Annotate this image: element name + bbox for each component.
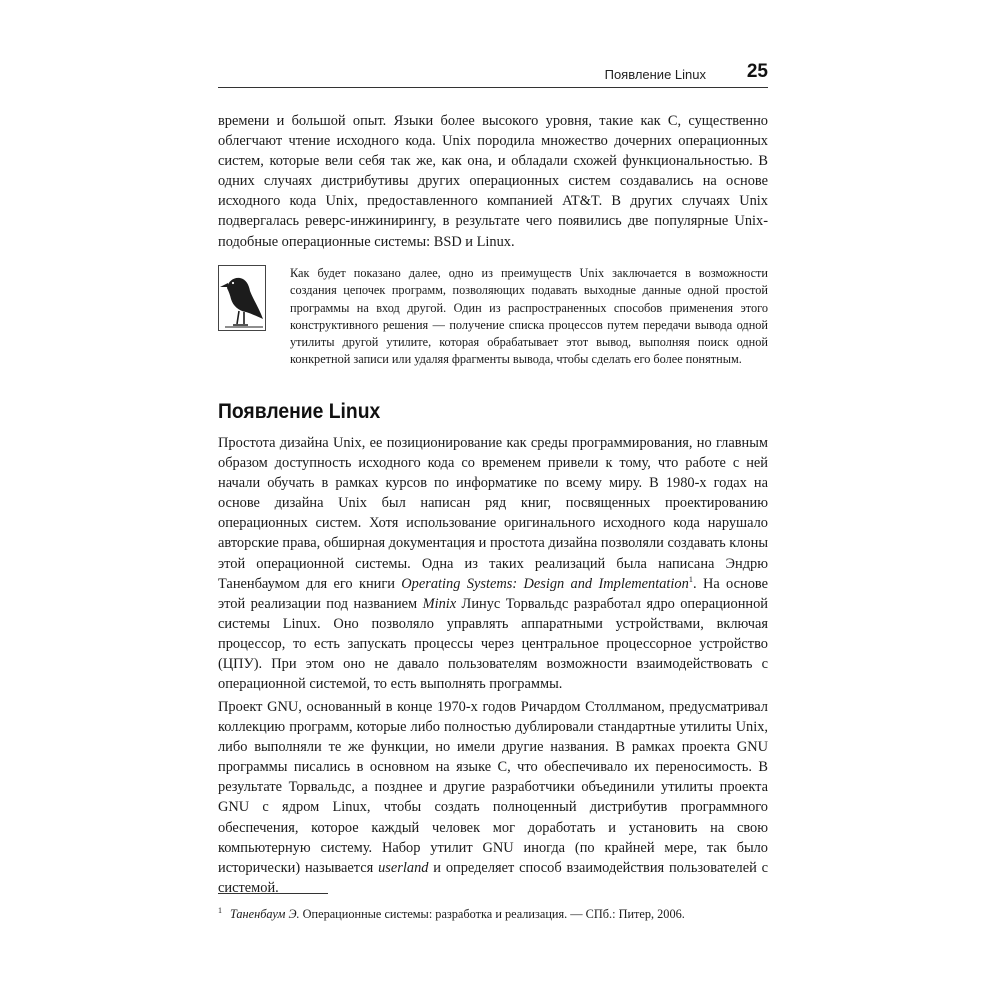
section-heading: Появление Linux xyxy=(218,400,381,423)
note-block xyxy=(218,265,768,380)
userland-term: userland xyxy=(378,859,429,876)
header-rule xyxy=(218,87,768,88)
footnote-rule xyxy=(218,893,328,894)
footnote-reference[interactable]: 1 xyxy=(688,573,694,584)
minix-name: Minix xyxy=(422,595,457,612)
book-title: Operating Systems: Design and Implementation xyxy=(401,575,689,592)
footnote-mark: 1 xyxy=(218,906,222,915)
footnote-author: Таненбаум Э. xyxy=(230,907,300,921)
text-run: и определяет способ взаимодействия пользователей с системой. xyxy=(218,859,769,896)
paragraph-intro: времени и большой опыт. Языки более высокого уровня, такие как C, существенно облегчают чтение исходного кода. Unix породила множество дочерних операционных систем, которые вели себя так же, как она, и обладали схожей функциональностью. В одних случаях дистрибутивы других операционных систем создавались на основе исходного кода Unix, предоставленного компанией AT&T. В других случаях Unix подвергалась реверс-инжинирингу, в результате чего появились две популярные Unix-подобные операционные системы: BSD и Linux. xyxy=(218,113,768,250)
text-run: Проект GNU, основанный в конце 1970-х годов Ричардом Столлманом, предусматривал коллекцию программ, которые либо полностью дублировали стандартные утилиты Unix, либо выполняли те же функции, но имели другие названия. В рамках проекта GNU программы писались в основном на языке C, что обеспечивало их переносимость. В результате Торвальдс, а позднее и другие разработчики объединили утилиты проекта GNU с ядром Linux, чтобы создать полноценный дистрибутив программного обеспечения, которое каждый человек мог доработать и установить на свою компьютерную систему. Набор утилит GNU иногда (по крайней мере, так было исторически) называется xyxy=(218,699,768,876)
paragraph-linux-history xyxy=(218,433,768,694)
running-header xyxy=(218,60,768,88)
running-title: Появление Linux xyxy=(604,67,706,82)
page-number: 25 xyxy=(746,61,768,82)
text-run: Простота дизайна Unix, ее позиционирование как среды программирования, но главным образом доступность исходного кода со временем привели к тому, что работе с ней начали обучать в рамках курсов по информатике по всему миру. В 1980-х годах на основе дизайна Unix был написан ряд книг, посвященных проектированию операционных систем. Хотя использование оригинального исходного кода нарушало авторские права, обширная документация и простота дизайна позволяли создавать клоны этой операционной системы. Одна из таких реализаций была написана Эндрю Таненбаумом для его книги xyxy=(218,435,768,592)
note-text: Как будет показано далее, одно из преимуществ Unix заключается в возможности создания цепочек программ, позволяющих подавать выходные данные одной простой программы на вход другой. Один из распространенных способов применения этого конструктивного решения — получение списка процессов путем передачи вывода одной утилиты другой утилите, которая обрабатывает этот вывод, выполняя поиск одной конкретной записи или удаляя фрагменты вывода, чтобы сделать его более понятным. xyxy=(290,266,768,367)
text-run: . На основе этой реализации под названием xyxy=(218,575,768,612)
paragraph-gnu xyxy=(218,697,768,898)
crow-bird-icon xyxy=(218,265,266,331)
text-run: Линус Торвальдс разработал ядро операционной системы Linux. Оно позволяло управлять аппаратными устройствами, включая процессор, то есть запускать процессы через центральное процессорное устройство (ЦПУ). При этом оно не давало пользователям возможности взаимодействовать с операционной системой, то есть выполнять программы. xyxy=(218,595,769,693)
footnote xyxy=(218,902,768,923)
footnote-text: Операционные системы: разработка и реализация. — СПб.: Питер, 2006. xyxy=(299,907,685,921)
